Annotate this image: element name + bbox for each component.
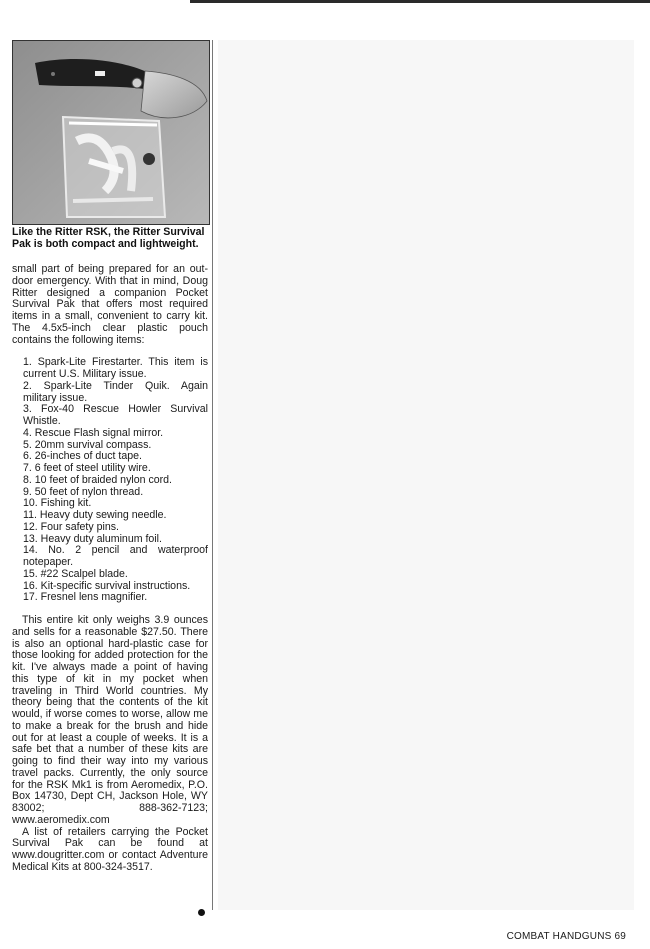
list-item: 17. Fresnel lens magnifier. — [23, 591, 148, 604]
photo-caption: Like the Ritter RSK, the Ritter Survival Pak is both compact and lightweight. — [12, 226, 205, 251]
list-item: 2. Spark-Lite Tinder Quik. Again military issue. — [23, 379, 208, 404]
list-item: 8. 10 feet of braided nylon cord. — [23, 473, 173, 486]
list-item: 15. #22 Scalpel blade. — [23, 567, 128, 580]
survival-pouch-image — [63, 117, 165, 217]
list-item: 13. Heavy duty aluminum foil. — [23, 532, 162, 545]
blank-right-panel — [218, 40, 634, 910]
list-item: 5. 20mm survival compass. — [23, 438, 152, 451]
product-photo — [12, 40, 210, 225]
intro-paragraph: small part of being prepared for an out-door emergency. With that in mind, Doug Ritter designed a companion Pocket Survival Pak that offers most required items in a small, convenient to carry kit. The 4.5x5-inch clear plastic pouch contains the following items: — [12, 263, 208, 346]
list-item: 11. Heavy duty sewing needle. — [23, 509, 167, 521]
list-item: 16. Kit-specific survival instructions. — [23, 579, 191, 592]
column-divider — [212, 40, 213, 910]
list-item: 10. Fishing kit. — [23, 497, 92, 510]
list-item: 7. 6 feet of steel utility wire. — [23, 462, 151, 474]
top-rule — [190, 0, 650, 3]
kit-weight-paragraph: This entire kit only weighs 3.9 ounces and sells for a reasonable $27.50. There is also an optional hard-plastic case for those looking for added protection for the kit. I've always made a point of having this type of kit in my pocket when traveling in Third World countries. My theory being that the contents of the kit would, if worse comes to worse, allow me to make a break for the brush and hide out for at least a couple of weeks. It is a safe bet that a number of these kits are going to find their way into my various travel packs. Currently, the only source for the RSK Mk1 is from Aeromedix, P.O. Box 14730, Dept CH, Jackson Hole, WY 83002; 888-362-7123; www.aeromedix.com — [12, 614, 208, 826]
retailers-paragraph: A list of retailers carrying the Pocket Survival Pak can be found at www.dougritter.com or contact Adventure Medical Kits at 800-324-3517. — [12, 825, 208, 873]
list-item: 9. 50 feet of nylon thread. — [23, 485, 144, 498]
list-item: 3. Fox-40 Rescue Howler Survival Whistle. — [23, 403, 208, 427]
list-item: 12. Four safety pins. — [23, 520, 119, 533]
article-column — [12, 264, 208, 874]
end-mark-icon — [198, 909, 205, 916]
list-item: 14. No. 2 pencil and waterproof notepaper. — [23, 544, 208, 568]
kit-items-list — [12, 357, 208, 604]
end-of-story — [194, 904, 205, 922]
list-item: 1. Spark-Lite Firestarter. This item is current U.S. Military issue. — [23, 356, 208, 380]
list-item: 6. 26-inches of duct tape. — [23, 450, 142, 463]
page-folio: COMBAT HANDGUNS 69 — [506, 931, 626, 942]
list-item: 4. Rescue Flash signal mirror. — [23, 426, 164, 439]
